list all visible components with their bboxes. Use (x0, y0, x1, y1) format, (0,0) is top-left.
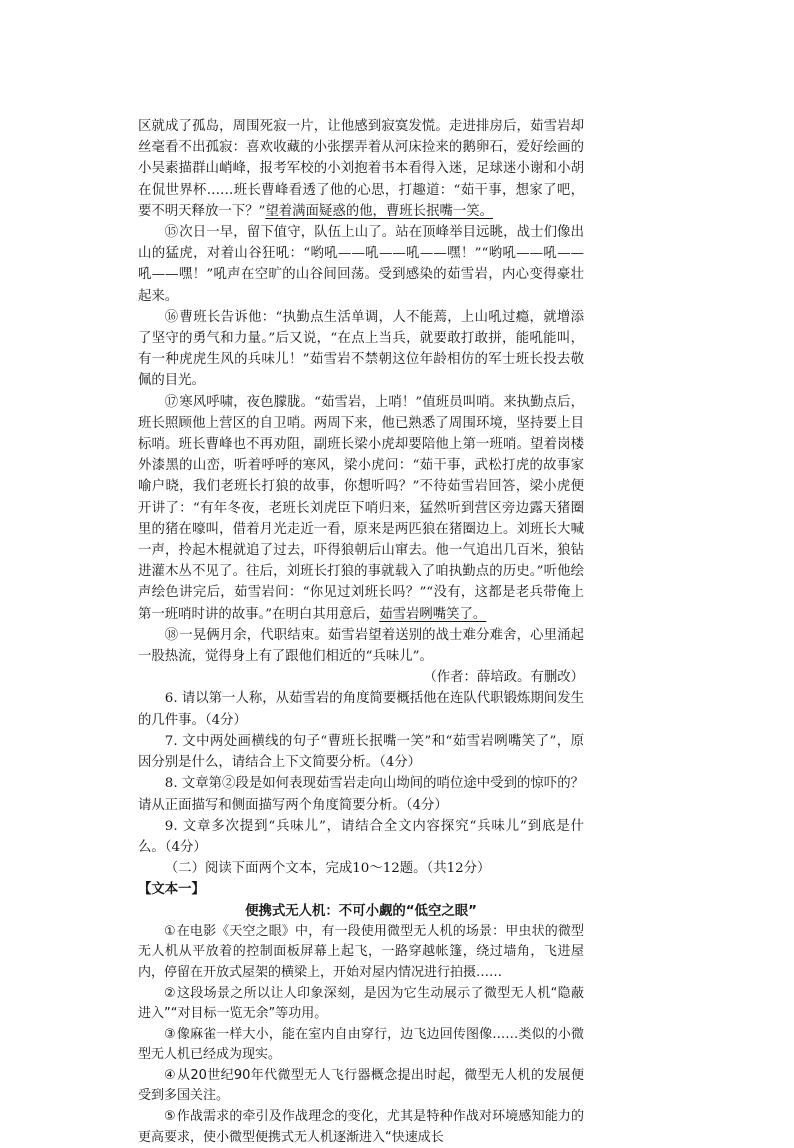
article-paragraph-2 (138, 984, 584, 1025)
paragraph-number: ① (164, 923, 176, 939)
paragraph-text: 在电影《天空之眼》中，有一段使用微型无人机的场景：甲虫状的微型无人机从平放着的控制面板屏幕上起飞，一路穿越帐篷，绕过墙角，飞进屋内，停留在开放式屋架的横梁上，开始对屋内情况进行拍摄…… (138, 923, 584, 980)
underlined-sentence-2: 茹雪岩咧嘴笑了。 (379, 606, 487, 622)
paragraph-17 (138, 392, 584, 625)
text-one-tag: 【文本一】 (138, 882, 205, 898)
text-column (138, 116, 584, 1148)
paragraph-text-tail: 在明白其用意后， (272, 606, 380, 622)
paragraph-text: 像麻雀一样大小，能在室内自由穿行，边飞边回传图像……类似的小微型无人机已经成为现实。 (138, 1026, 584, 1063)
paragraph-15 (138, 222, 584, 307)
paragraph-number: ⑯ (164, 309, 179, 325)
paragraph-number: ③ (164, 1026, 176, 1042)
paragraph-number: ⑰ (164, 394, 179, 410)
article-paragraph-5 (138, 1107, 584, 1148)
question-7: 7. 文中两处画横线的句子“曹班长抿嘴一笑”和“茹雪岩咧嘴笑了”，原因分别是什么，请结合上下文简要分析。（4分） (138, 733, 584, 771)
article-title: 便携式无人机：不可小觑的“低空之眼” (245, 903, 477, 919)
question-9: 9. 文章多次提到“兵味儿”，请结合全文内容探究“兵味儿”到底是什么。（4分） (138, 818, 584, 855)
author-credit: （作者：薛培政。有删改） (423, 670, 584, 686)
paragraph-number: ⑱ (164, 627, 179, 643)
question-8: 8. 文章第②段是如何表现茹雪岩走向山坳间的哨位途中受到的惊吓的？请从正面描写和侧面描写两个角度简要分析。（4分） (138, 776, 584, 813)
paragraph-continuation (138, 116, 584, 222)
section-heading: （二）阅读下面两个文本，完成10～12题。（共12分） (164, 861, 491, 877)
paragraph-number: ⑮ (164, 225, 179, 241)
paragraph-text: 曹班长告诉他：“执勤点生活单调，人不能蔫，上山吼过瘾，就增添了坚守的勇气和力量。”后又说，“在点上当兵，就要敢打敢拼，能吼能叫，有一种虎虎生风的兵味儿！”茹雪岩不禁朝这位年龄相仿的军士班长投去敬佩的目光。 (138, 309, 585, 389)
paragraph-text: 一晃俩月余，代职结束。茹雪岩望着送别的战士难分难舍，心里涌起一股热流，觉得身上有了跟他们相近的“兵味儿”。 (138, 627, 585, 665)
paragraph-number: ② (164, 985, 176, 1001)
paragraph-text: 作战需求的牵引及作战理念的变化，尤其是特种作战对环境感知能力的更高要求，使小微型便携式无人机逐渐进入“快速成长 (138, 1109, 584, 1145)
article-paragraph-4 (138, 1066, 584, 1107)
underlined-sentence-1: 望着满面疑惑的他，曹班长抿嘴一笑。 (265, 203, 494, 219)
article-paragraph-1 (138, 922, 584, 984)
text-one-body (138, 922, 584, 1148)
paragraph-text: 寒风呼啸，夜色朦胧。“茹雪岩，上哨！”值班员叫哨。来执勤点后，班长照顾他上营区的自卫哨。两周下来，他已熟悉了周围环境，坚持要上目标哨。班长曹峰也不再劝阻，副班长梁小虎却要陪他上第一班哨。望着岗楼外漆黑的山峦，听着呼呼的寒风，梁小虎问：“茹干事，武松打虎的故事家喻户晓，我们老班长打狼的故事，你想听吗？”不待茹雪岩回答，梁小虎便开讲了：“有年冬夜，老班长刘虎臣下哨归来，猛然听到营区旁边露天猪圈里的猪在嚎叫，借着月光走近一看，原来是两匹狼在猪圈边上。刘班长大喊一声，拎起木棍就追了过去，吓得狼朝后山窜去。他一气追出几百米，狼钻进灌木丛不见了。往后，刘班长打狼的事就载入了咱执勤点的历史。”听他绘声绘色讲完后，茹雪岩问：“你见过刘班长吗？”“没有，这都是老兵带俺上第一班哨时讲的故事。” (138, 394, 584, 622)
paragraph-text: 区就成了孤岛，周围死寂一片，让他感到寂寞发慌。走进排房后，茹雪岩却丝毫看不出孤寂：喜欢收藏的小张摆弄着从河床捡来的鹅卵石，爱好绘画的小吴素描群山峭峰，报考军校的小刘抱着书本看得入迷，足球迷小谢和小胡在侃世界杯……班长曹峰看透了他的心思，打趣道：“茹干事，想家了吧，要不明天释放一下？” (138, 119, 584, 219)
paragraph-16 (138, 307, 584, 392)
paragraph-18 (138, 625, 584, 667)
paragraph-number: ⑤ (164, 1109, 176, 1125)
paragraph-text: 从20世纪90年代微型无人飞行器概念提出时起，微型无人机的发展便受到多国关注。 (138, 1067, 584, 1104)
paragraph-number: ④ (164, 1067, 176, 1083)
question-6: 6. 请以第一人称，从茹雪岩的角度简要概括他在连队代职锻炼期间发生的几件事。（4分） (138, 691, 584, 728)
paragraph-text: 这段场景之所以让人印象深刻，是因为它生动展示了微型无人机“隐蔽进入”“对目标一览无余”等功用。 (138, 985, 584, 1022)
paragraph-text: 次日一早，留下值守，队伍上山了。站在顶峰举目远眺，战士们像出山的猛虎，对着山谷狂吼：“哟吼——吼——吼——嘿！”“哟吼——吼——吼——嘿！”吼声在空旷的山谷间回荡。受到感染的茹雪岩，内心变得豪壮起来。 (138, 225, 585, 304)
article-paragraph-3 (138, 1025, 584, 1066)
